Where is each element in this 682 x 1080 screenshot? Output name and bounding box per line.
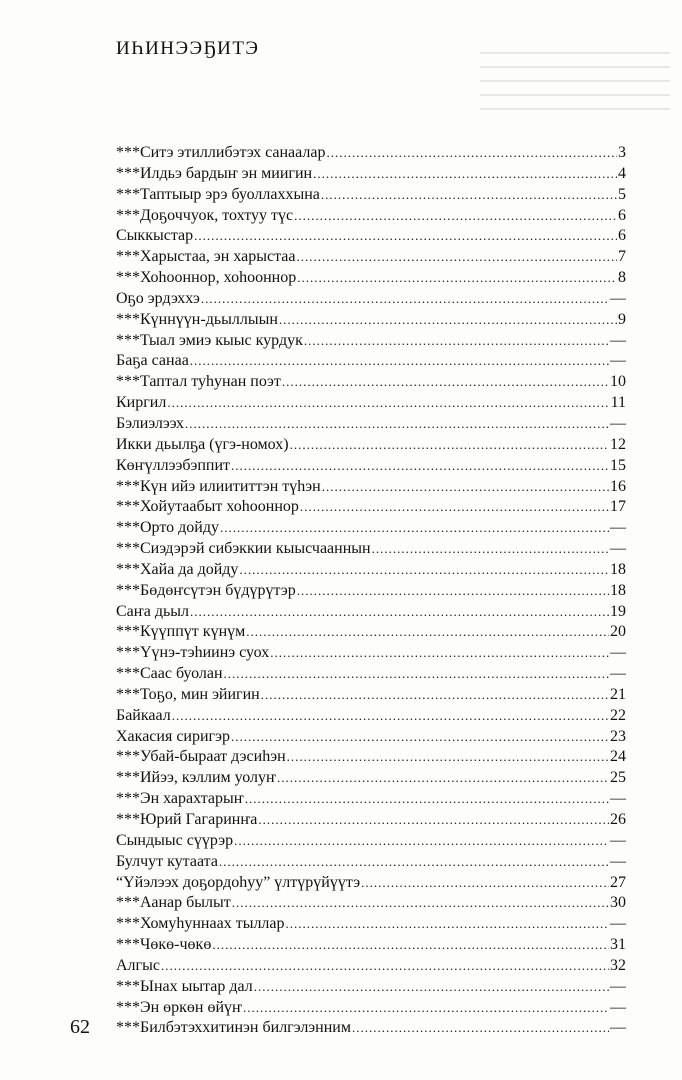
- toc-entry-title: Алгыс: [116, 956, 160, 974]
- toc-entry: [116, 206, 626, 227]
- toc-entry: [116, 164, 626, 185]
- toc-entry: [116, 998, 626, 1019]
- toc-leader-dots: [190, 351, 609, 372]
- toc-entry-title: ***Доҕоччуок, тохтуу түс: [116, 206, 294, 224]
- toc-entry: [116, 310, 626, 331]
- toc-leader-dots: [190, 602, 609, 623]
- toc-entry-title: Оҕо эрдэххэ: [116, 289, 200, 307]
- toc-entry: [116, 810, 626, 831]
- toc-entry-title: ***Ынах ыытар дал: [116, 977, 253, 995]
- toc-entry: [116, 414, 626, 435]
- toc-entry-title: ***Күүппүт күнүм: [116, 623, 246, 641]
- toc-leader-dots: [296, 247, 617, 268]
- toc-entry: [116, 331, 626, 352]
- toc-entry-title: ***Аанар былыт: [116, 894, 231, 912]
- toc-entry-page: 18: [610, 560, 626, 578]
- toc-entry-page: —: [610, 1019, 626, 1037]
- toc-entry-page: 26: [610, 811, 626, 828]
- toc-entry-title: ***Хайа да дойду: [116, 560, 239, 578]
- toc-entry: [116, 893, 626, 914]
- toc-entry-page: 30: [610, 894, 626, 912]
- toc-entry-title: ***Юрий Гагаринҥа: [116, 811, 258, 828]
- toc-leader-dots: [294, 206, 617, 227]
- toc-entry: [116, 1018, 626, 1039]
- toc-entry-page: —: [610, 915, 626, 933]
- toc-entry-page: 11: [610, 394, 626, 412]
- toc-entry-page: 21: [610, 685, 626, 703]
- toc-leader-dots: [201, 289, 609, 310]
- toc-leader-dots: [243, 998, 609, 1019]
- toc-entry-title: Баҕа санаа: [116, 352, 189, 370]
- toc-leader-dots: [297, 268, 617, 289]
- toc-entry: [116, 977, 626, 998]
- toc-leader-dots: [239, 560, 609, 581]
- toc-entry-title: ***Үүнэ-тэһиинэ суох: [116, 644, 270, 662]
- toc-leader-dots: [172, 706, 609, 727]
- toc-entry-page: 32: [610, 956, 626, 974]
- toc-leader-dots: [277, 768, 609, 789]
- toc-leader-dots: [161, 956, 609, 977]
- toc-entry: [116, 143, 626, 164]
- toc-entry-title: ***Саас буолан: [116, 665, 223, 683]
- toc-entry-page: 6: [618, 227, 626, 245]
- toc-entry-title: ***Билбэтэххитинэн билгэлэнним: [116, 1019, 351, 1037]
- toc-entry: [116, 497, 626, 518]
- toc-entry-page: 17: [610, 498, 626, 516]
- toc-leader-dots: [232, 893, 609, 914]
- toc-entry: [116, 560, 626, 581]
- toc-entry-page: 16: [610, 477, 626, 495]
- toc-entry-page: —: [610, 998, 626, 1016]
- toc-entry-page: 8: [618, 269, 626, 287]
- toc-entry-title: ***Ийээ, кэллим уолуҥ: [116, 769, 276, 787]
- toc-entry-title: ***Тоҕо, мин эйигин: [116, 685, 260, 703]
- toc-entry-page: 25: [610, 769, 626, 787]
- toc-leader-dots: [322, 477, 609, 498]
- toc-leader-dots: [231, 456, 609, 477]
- toc-entry-page: 6: [618, 206, 626, 224]
- toc-leader-dots: [234, 831, 609, 852]
- toc-entry: [116, 664, 626, 685]
- toc-entry-title: Хакасия сиригэр: [116, 727, 230, 745]
- toc-leader-dots: [261, 685, 609, 706]
- toc-entry-page: 22: [610, 706, 626, 724]
- toc-entry-title: ***Эн өркөн өйүҥ: [116, 998, 242, 1016]
- toc-leader-dots: [270, 643, 609, 664]
- page-heading: ИҺИНЭЭҔИТЭ: [116, 38, 260, 59]
- toc-entry: [116, 643, 626, 664]
- toc-entry-title: “Үйэлээх доҕордоһуу” үлтүрүйүүтэ: [116, 873, 361, 891]
- toc-entry-page: —: [610, 289, 626, 307]
- toc-leader-dots: [219, 852, 609, 873]
- toc-entry: [116, 789, 626, 810]
- toc-entry-title: ***Эн харахтарыҥ: [116, 790, 244, 808]
- toc-entry-title: ***Сиэдэрэй сибэккии кыысчааннын: [116, 540, 371, 558]
- toc-leader-dots: [352, 1018, 609, 1039]
- toc-entry: [116, 393, 626, 414]
- toc-entry-page: 31: [610, 936, 626, 954]
- toc-entry-page: —: [610, 852, 626, 870]
- toc-entry-page: —: [610, 644, 626, 662]
- toc-leader-dots: [167, 393, 609, 414]
- toc-entry-title: Киргил: [116, 394, 167, 412]
- toc-entry-page: 9: [618, 310, 626, 328]
- toc-entry-page: —: [610, 352, 626, 370]
- toc-leader-dots: [212, 935, 609, 956]
- toc-entry: [116, 956, 626, 977]
- toc-entry: [116, 914, 626, 935]
- toc-leader-dots: [372, 539, 609, 560]
- toc-leader-dots: [279, 310, 617, 331]
- table-of-contents: [116, 143, 626, 1039]
- toc-entry: [116, 477, 626, 498]
- toc-entry-title: ***Илдьэ бардыҥ эн миигин: [116, 164, 313, 182]
- toc-entry: [116, 372, 626, 393]
- reverse-page-bleed: [480, 40, 670, 150]
- toc-leader-dots: [287, 747, 609, 768]
- toc-entry-title: Саҥа дьыл: [116, 602, 190, 620]
- toc-entry-title: ***Күн ийэ илиититтэн түһэн: [116, 477, 321, 495]
- toc-entry-page: 7: [618, 248, 626, 266]
- toc-entry-title: ***Хойутаабыт хоһооннор: [116, 498, 299, 516]
- toc-entry-page: —: [610, 519, 626, 537]
- toc-entry-title: ***Күннүүн-дьыллыын: [116, 310, 278, 328]
- toc-entry: [116, 768, 626, 789]
- toc-entry: [116, 226, 626, 247]
- toc-entry: [116, 873, 626, 894]
- toc-entry-title: Икки дьылҕа (үгэ-номох): [116, 435, 289, 453]
- toc-entry: [116, 685, 626, 706]
- toc-leader-dots: [245, 789, 609, 810]
- toc-entry-title: ***Ситэ этиллибэтэх санаалар: [116, 144, 326, 161]
- toc-entry-page: —: [610, 414, 626, 432]
- toc-leader-dots: [304, 331, 609, 352]
- toc-entry: [116, 706, 626, 727]
- toc-entry-page: 20: [610, 623, 626, 641]
- toc-entry: [116, 602, 626, 623]
- toc-leader-dots: [321, 185, 617, 206]
- toc-leader-dots: [282, 372, 609, 393]
- toc-entry-page: 10: [610, 373, 626, 391]
- toc-entry-title: Байкаал: [116, 706, 171, 724]
- toc-entry: [116, 831, 626, 852]
- toc-entry-page: —: [610, 977, 626, 995]
- toc-entry: [116, 622, 626, 643]
- toc-leader-dots: [326, 143, 617, 164]
- toc-entry-page: 27: [610, 873, 626, 891]
- toc-entry-title: Көҥүллээбэппит: [116, 456, 231, 474]
- toc-leader-dots: [224, 664, 609, 685]
- toc-leader-dots: [290, 435, 609, 456]
- toc-entry-page: 18: [610, 581, 626, 599]
- toc-entry-page: —: [610, 540, 626, 558]
- toc-entry-title: ***Убай-быраат дэсиһэн: [116, 748, 286, 766]
- toc-entry: [116, 581, 626, 602]
- toc-leader-dots: [300, 497, 609, 518]
- toc-entry-page: 19: [610, 602, 626, 620]
- toc-entry-title: ***Хомуһуннаах тыллар: [116, 915, 285, 933]
- toc-leader-dots: [313, 164, 617, 185]
- toc-entry-title: Сындыыс сүүрэр: [116, 831, 234, 849]
- toc-leader-dots: [194, 226, 617, 247]
- toc-entry: [116, 456, 626, 477]
- toc-entry-page: —: [610, 831, 626, 849]
- toc-entry-title: ***Орто дойду: [116, 519, 219, 537]
- toc-entry-page: —: [610, 331, 626, 349]
- toc-entry-title: ***Хоһооннор, хоһооннор: [116, 269, 297, 287]
- toc-entry: [116, 539, 626, 560]
- toc-entry-page: 23: [610, 727, 626, 745]
- toc-entry-page: —: [610, 665, 626, 683]
- toc-leader-dots: [185, 414, 609, 435]
- toc-entry-title: ***Харыстаа, эн харыстаа: [116, 248, 296, 266]
- toc-entry-title: Сыккыстар: [116, 227, 194, 245]
- toc-entry: [116, 518, 626, 539]
- toc-entry: [116, 268, 626, 289]
- toc-leader-dots: [297, 581, 609, 602]
- toc-entry-title: ***Тыал эмиэ кыыс курдук: [116, 331, 303, 349]
- toc-leader-dots: [220, 518, 609, 539]
- toc-entry-page: 4: [618, 164, 626, 182]
- toc-entry: [116, 435, 626, 456]
- toc-leader-dots: [254, 977, 609, 998]
- toc-entry: [116, 747, 626, 768]
- toc-leader-dots: [246, 622, 609, 643]
- toc-entry-page: 15: [610, 456, 626, 474]
- toc-entry-title: ***Чөкө-чөкө: [116, 936, 212, 954]
- toc-entry: [116, 727, 626, 748]
- toc-entry-title: Булчут кутаата: [116, 852, 218, 870]
- toc-entry: [116, 289, 626, 310]
- toc-entry-page: 24: [610, 748, 626, 766]
- toc-leader-dots: [258, 810, 609, 831]
- toc-entry-page: 3: [618, 144, 626, 161]
- toc-entry-page: —: [610, 790, 626, 808]
- toc-entry-page: 12: [610, 435, 626, 453]
- toc-entry: [116, 935, 626, 956]
- toc-entry-title: ***Бөдөҥсүтэн бүдүрүтэр: [116, 581, 296, 599]
- page-number: 62: [70, 1016, 90, 1038]
- toc-leader-dots: [361, 873, 609, 894]
- toc-entry-title: Бэлиэлээх: [116, 414, 184, 432]
- toc-entry: [116, 852, 626, 873]
- toc-entry-page: 5: [618, 185, 626, 203]
- toc-entry: [116, 185, 626, 206]
- toc-entry-title: ***Таптал туһунан поэт: [116, 373, 281, 391]
- toc-leader-dots: [231, 727, 609, 748]
- toc-entry-title: ***Таптыыр эрэ буоллаххына: [116, 185, 320, 203]
- toc-entry: [116, 351, 626, 372]
- toc-leader-dots: [286, 914, 609, 935]
- toc-entry: [116, 247, 626, 268]
